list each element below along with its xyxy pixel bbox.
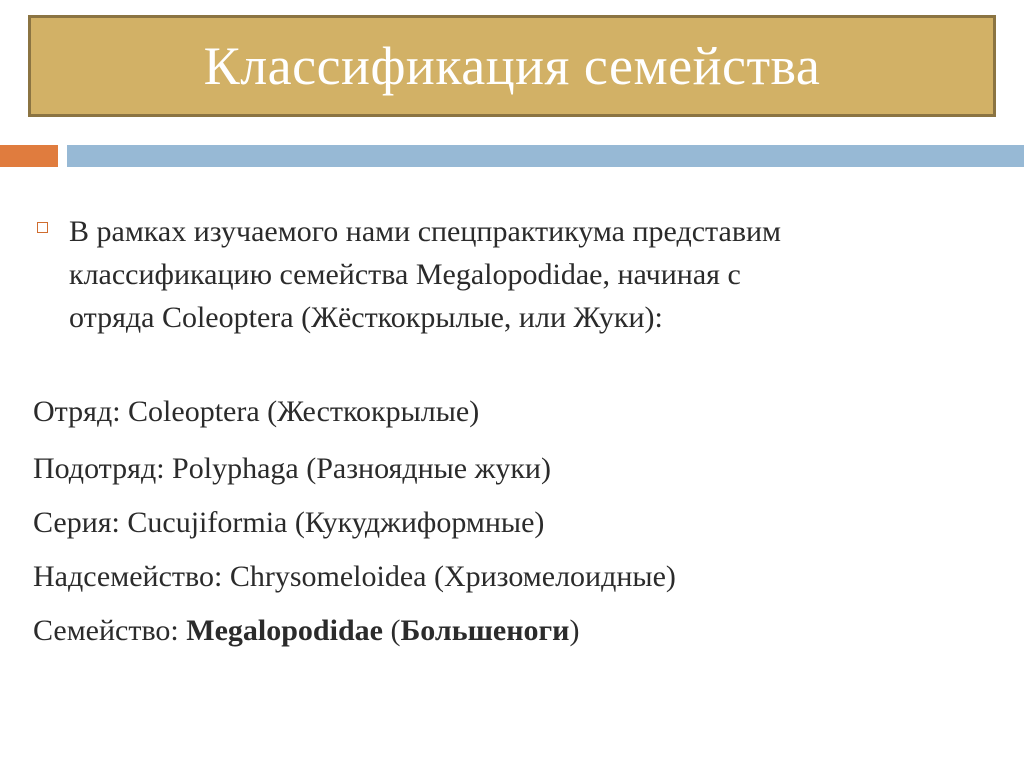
intro-paragraph — [69, 210, 969, 339]
rank-label: Подотряд: — [33, 452, 173, 485]
paren-close: ) — [569, 614, 580, 647]
intro-bullet — [37, 210, 969, 339]
slide-title: Классификация семейства — [203, 36, 821, 96]
taxonomy-suborder — [33, 451, 551, 487]
paren-open: ( — [382, 614, 401, 647]
rank-label: Серия: — [33, 506, 128, 539]
intro-line: В рамках изучаемого нами спецпрактикума представим — [69, 215, 782, 248]
rank-label: Надсемейство: — [33, 560, 230, 593]
rank-value: Cucujiformia (Кукуджиформные) — [127, 506, 545, 539]
accent-band-blue — [67, 145, 1024, 167]
title-banner — [28, 15, 996, 117]
square-bullet-icon — [37, 222, 48, 233]
family-common-name: Большеноги — [400, 614, 570, 647]
taxonomy-family — [33, 613, 579, 649]
intro-line: классификацию семейства Megalopodidae, начиная с — [69, 258, 741, 291]
accent-band-orange — [0, 145, 58, 167]
rank-value: Coleoptera (Жесткокрылые) — [128, 395, 480, 428]
rank-label: Семейство: — [33, 614, 187, 647]
taxonomy-series — [33, 505, 544, 541]
rank-value: Chrysomeloidea (Хризомелоидные) — [229, 560, 676, 593]
rank-value: Polyphaga (Разноядные жуки) — [172, 452, 551, 485]
family-latin-name: Megalopodidae — [186, 614, 383, 647]
intro-line: отряда Coleoptera (Жёсткокрылые, или Жуки): — [69, 301, 663, 334]
taxonomy-superfamily — [33, 559, 676, 595]
rank-label: Отряд: — [33, 395, 129, 428]
taxonomy-order — [33, 394, 479, 430]
